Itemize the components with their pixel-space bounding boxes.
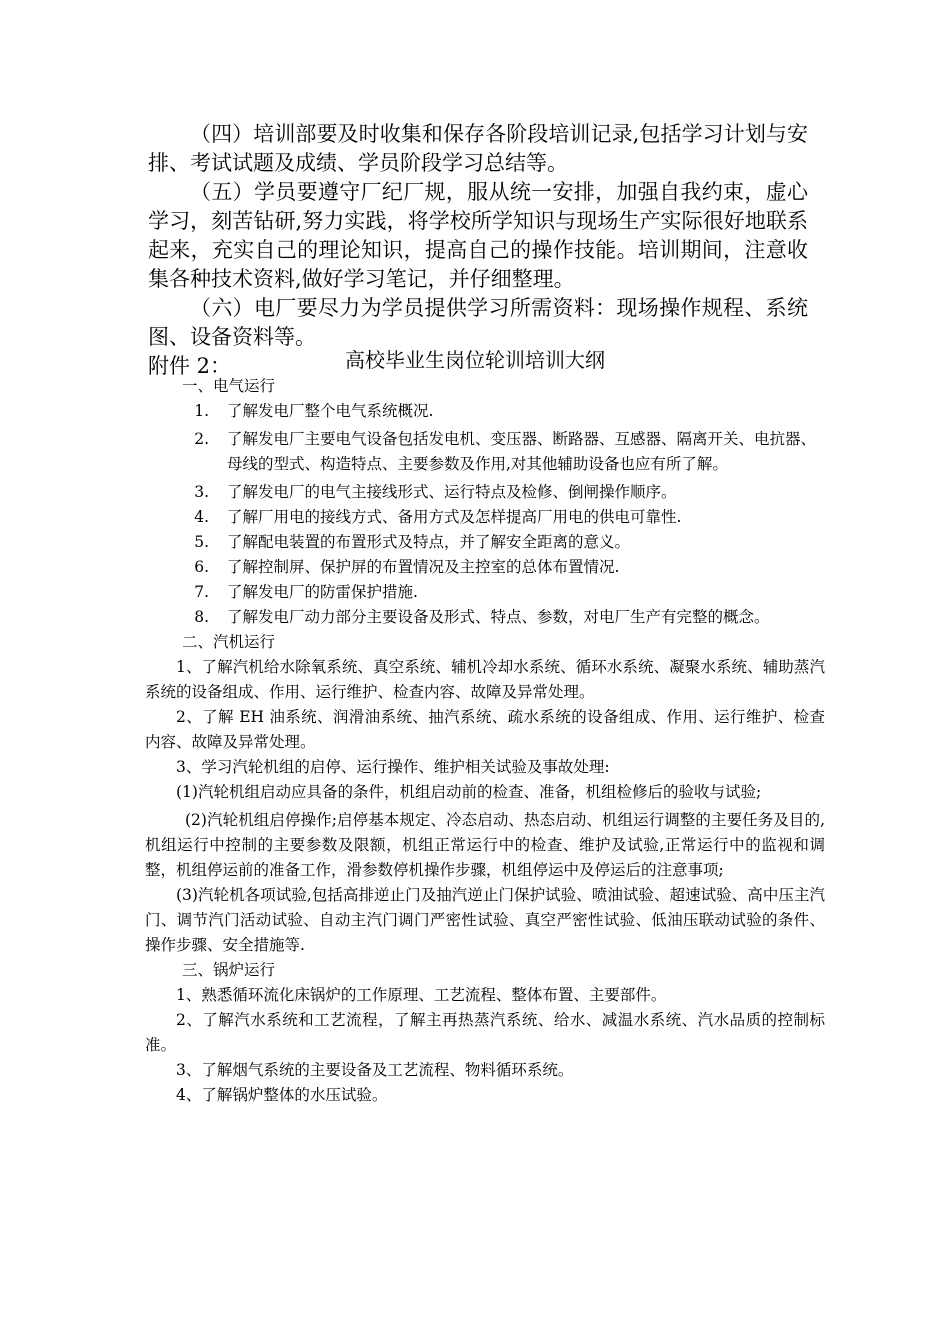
outline-body [145, 374, 825, 1108]
turbine-paragraph-3: 3、学习汽轮机组的启停、运行操作、维护相关试验及事故处理: [176, 758, 610, 776]
list-item: 6. 了解控制屏、保护屏的布置情况及主控室的总体布置情况. [194, 558, 620, 576]
rule-paragraph-5: （五）学员要遵守厂纪厂规，服从统一安排，加强自我约束，虚心学习，刻苦钻研,努力实践，将学校所学知识与现场生产实际很好地联系起来，充实自己的理论知识，提高自己的操作技能。培训期间，注意收集各种技术资料,做好学习笔记，并仔细整理。 [148, 180, 808, 291]
section-heading-turbine: 二、汽机运行 [182, 633, 276, 651]
list-item: 8. 了解发电厂动力部分主要设备及形式、特点、参数，对电厂生产有完整的概念。 [194, 608, 770, 626]
section-heading-electrical: 一、电气运行 [182, 377, 276, 395]
rule-paragraph-4: （四）培训部要及时收集和保存各阶段培训记录,包括学习计划与安排、考试试题及成绩、学员阶段学习总结等。 [148, 122, 808, 175]
outline-title: 高校毕业生岗位轮训培训大纲 [345, 348, 605, 372]
list-item: 7. 了解发电厂的防雷保护措施. [194, 583, 418, 601]
list-item: 4. 了解厂用电的接线方式、备用方式及怎样提高厂用电的供电可靠性. [194, 508, 682, 526]
turbine-paragraph-1: 1、了解汽机给水除氧系统、真空系统、辅机冷却水系统、循环水系统、凝聚水系统、辅助蒸汽系统的设备组成、作用、运行维护、检查内容、故障及异常处理。 [145, 658, 825, 701]
boiler-paragraph-2: 2、了解汽水系统和工艺流程，了解主再热蒸汽系统、给水、减温水系统、汽水品质的控制标准。 [145, 1011, 825, 1054]
turbine-subitem-1: (1)汽轮机组启动应具备的条件，机组启动前的检查、准备，机组检修后的验收与试验; [176, 783, 762, 801]
turbine-subitem-3: (3)汽轮机各项试验,包括高排逆止门及抽汽逆止门保护试验、喷油试验、超速试验、高中压主汽门、调节汽门活动试验、自动主汽门调门严密性试验、真空严密性试验、低油压联动试验的条件、操作步骤、安全措施等. [145, 886, 825, 954]
training-rules-block [148, 120, 808, 381]
attachment-label: 附件 2： [148, 354, 232, 378]
boiler-paragraph-3: 3、了解烟气系统的主要设备及工艺流程、物料循环系统。 [176, 1061, 574, 1079]
turbine-subitem-2: (2)汽轮机组启停操作;启停基本规定、冷态启动、热态启动、机组运行调整的主要任务及目的,机组运行中控制的主要参数及限额，机组正常运行中的检查、维护及试验,正常运行中的监视和调整，机组停运前的准备工作，滑参数停机操作步骤，机组停运中及停运后的注意事项; [145, 811, 825, 879]
list-item: 1. 了解发电厂整个电气系统概况. [194, 402, 434, 420]
list-item: 3. 了解发电厂的电气主接线形式、运行特点及检修、倒闸操作顺序。 [194, 483, 677, 501]
rule-paragraph-6: （六）电厂要尽力为学员提供学习所需资料：现场操作规程、系统图、设备资料等。 [148, 296, 808, 349]
list-item: 5. 了解配电装置的布置形式及特点，并了解安全距离的意义。 [194, 533, 631, 551]
section-heading-boiler: 三、锅炉运行 [182, 961, 276, 979]
turbine-paragraph-2: 2、了解 EH 油系统、润滑油系统、抽汽系统、疏水系统的设备组成、作用、运行维护、检查内容、故障及异常处理。 [145, 708, 825, 751]
boiler-paragraph-1: 1、熟悉循环流化床锅炉的工作原理、工艺流程、整体布置、主要部件。 [176, 986, 667, 1004]
boiler-paragraph-4: 4、了解锅炉整体的水压试验。 [176, 1086, 388, 1104]
list-item: 2. 了解发电厂主要电气设备包括发电机、变压器、断路器、互感器、隔离开关、电抗器、母线的型式、构造特点、主要参数及作用,对其他辅助设备也应有所了解。 [194, 430, 817, 473]
